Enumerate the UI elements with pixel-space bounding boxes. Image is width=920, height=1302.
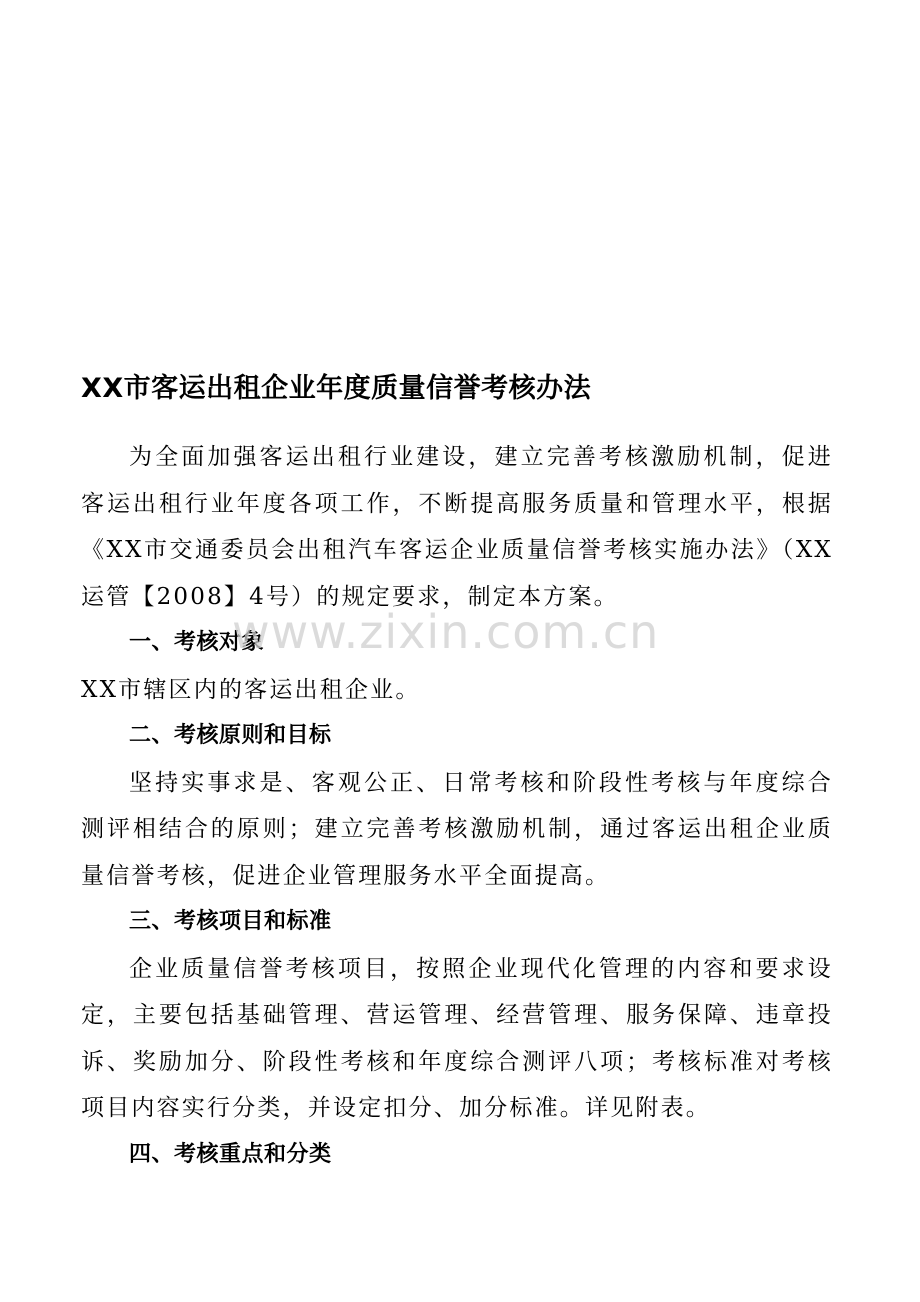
watermark-text: www.zixin.com.cn [232, 605, 660, 659]
intro-paragraph: 为全面加强客运出租行业建设，建立完善考核激励机制，促进客运出租行业年度各项工作，不断提高服务质量和管理水平，根据《XX市交通委员会出租汽车客运企业质量信誉考核实施办法》（XX运管【2008】4号）的规定要求，制定本方案。 [81, 444, 833, 610]
section-heading-1: 一、考核对象 [129, 630, 265, 655]
section-body-2: 坚持实事求是、客观公正、日常考核和阶段性考核与年度综合测评相结合的原则；建立完善考核激励机制，通过客运出租企业质量信誉考核，促进企业管理服务水平全面提高。 [81, 769, 833, 889]
document-title: XX市客运出租企业年度质量信誉考核办法 [81, 373, 592, 404]
section-heading-4: 四、考核重点和分类 [129, 1141, 332, 1167]
document-body [81, 366, 833, 1178]
section-body-3: 企业质量信誉考核项目，按照企业现代化管理的内容和要求设定，主要包括基础管理、营运管理、经营管理、服务保障、违章投诉、奖励加分、阶段性考核和年度综合测评八项；考核标准对考核项目内容实行分类，并设定扣分、加分标准。详见附表。 [81, 955, 833, 1121]
section-body-1: XX市辖区内的客运出租企业。 [81, 676, 421, 703]
section-heading-3: 三、考核项目和标准 [129, 909, 332, 934]
section-heading-2: 二、考核原则和目标 [129, 723, 332, 748]
